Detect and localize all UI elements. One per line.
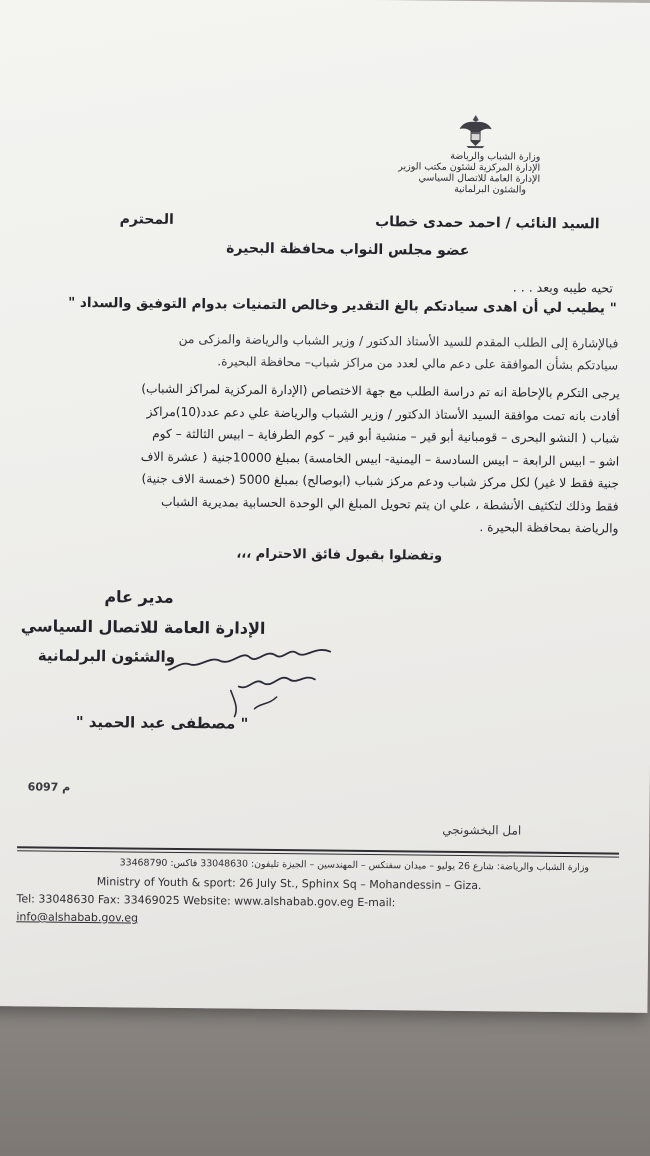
addressee-title: عضو مجلس النواب محافظة البحيرة: [226, 240, 470, 259]
paragraph-line: فقط وذلك لتكثيف الأنشطة ، علي ان يتم تحويل المبلغ الي الوحدة الحسابية بمديرية الشباب: [161, 494, 619, 514]
reference-number: 6097 م: [27, 780, 71, 794]
handwritten-signature: [164, 638, 335, 720]
paragraph-1: [178, 328, 618, 377]
letterhead-line: وزارة الشباب والرياضة: [450, 150, 541, 163]
greeting: تحيه طيبه وبعد . . .: [512, 279, 614, 296]
paragraph-line: سيادتكم بشأن الموافقة على دعم مالي لعدد من مراكز شباب– محافظة البحيرة.: [217, 354, 619, 373]
paragraph-line: فبالإشارة إلى الطلب المقدم للسيد الأستاذ الدكتور / وزير الشباب والرياضة والمزكى من: [178, 331, 619, 351]
paragraph-line: شباب ( النشو البحرى – قومبانية أبو قير – منشية أبو قير – كوم الطرفاية – ابيس الثالثة – كوم: [152, 426, 620, 446]
signer-name: " مصطفى عبد الحميد ": [75, 712, 249, 733]
signature-position: مدير عام: [104, 587, 174, 607]
paragraph-line: جنية فقط لا غير) لكل مركز شباب ودعم مركز شباب (ابوصالح) بمبلغ 5000 (خمسة الاف جنية): [141, 471, 620, 491]
signature-department-2: والشئون البرلمانية: [37, 646, 176, 666]
paragraph-line: أفادت بانه تمت موافقة السيد الأستاذ الدكتور / وزير الشباب والرياضة علي دعم عدد(10)مراكز: [146, 404, 620, 424]
addressee-name: السيد النائب / احمد حمدى خطاب: [375, 214, 600, 233]
letterhead-line: الإدارة العامة للاتصال السياسي: [418, 172, 541, 185]
footer-email[interactable]: info@alshabab.gov.eg: [16, 910, 139, 925]
footer-contact: Tel: 33048630 Fax: 33469025 Website: www.alshabab.gov.eg E-mail:: [16, 892, 396, 910]
paragraph-line: والرياضة بمحافظة البحيرة .: [479, 520, 619, 536]
paragraph-line: يرجى التكرم بالإحاطة انه تم دراسة الطلب مع جهة الاختصاص (الإدارة المركزية لمراكز الشباب): [141, 381, 620, 401]
signature-department-1: الإدارة العامة للاتصال السياسي: [20, 616, 266, 638]
footer-address-ar: وزارة الشباب والرياضة: شارع 26 يوليو – ميدان سفنكس – المهندسين – الجيزة تليفون: 33048630 فاكس: 33468790: [119, 857, 589, 874]
paragraph-2: [140, 378, 620, 541]
typist-name: امل البخشونجي: [442, 822, 522, 838]
letterhead-line: الإدارة المركزية لشئون مكتب الوزير: [398, 161, 541, 174]
addressee-honorific: المحترم: [119, 211, 174, 228]
opening-quote: " يطيب لي أن اهدى سيادتكم بالغ التقدير وخالص التمنيات بدوام التوفيق والسداد ": [68, 294, 617, 317]
eagle-emblem-icon: [458, 113, 492, 149]
paragraph-line: اشو – ابيس الرابعة – ابيس السادسة – اليمنية- ابيس الخامسة) بمبلغ 10000جنية ( عشرة الاف: [140, 449, 620, 469]
letterhead-block: [398, 150, 540, 195]
letterhead-line: والشئون البرلمانية: [454, 183, 527, 196]
closing-line: وتفضلوا بقبول فائق الاحترام ،،،: [236, 546, 443, 564]
footer-address-en: Ministry of Youth & sport: 26 July St., Sphinx Sq – Mohandessin – Giza.: [96, 875, 482, 893]
